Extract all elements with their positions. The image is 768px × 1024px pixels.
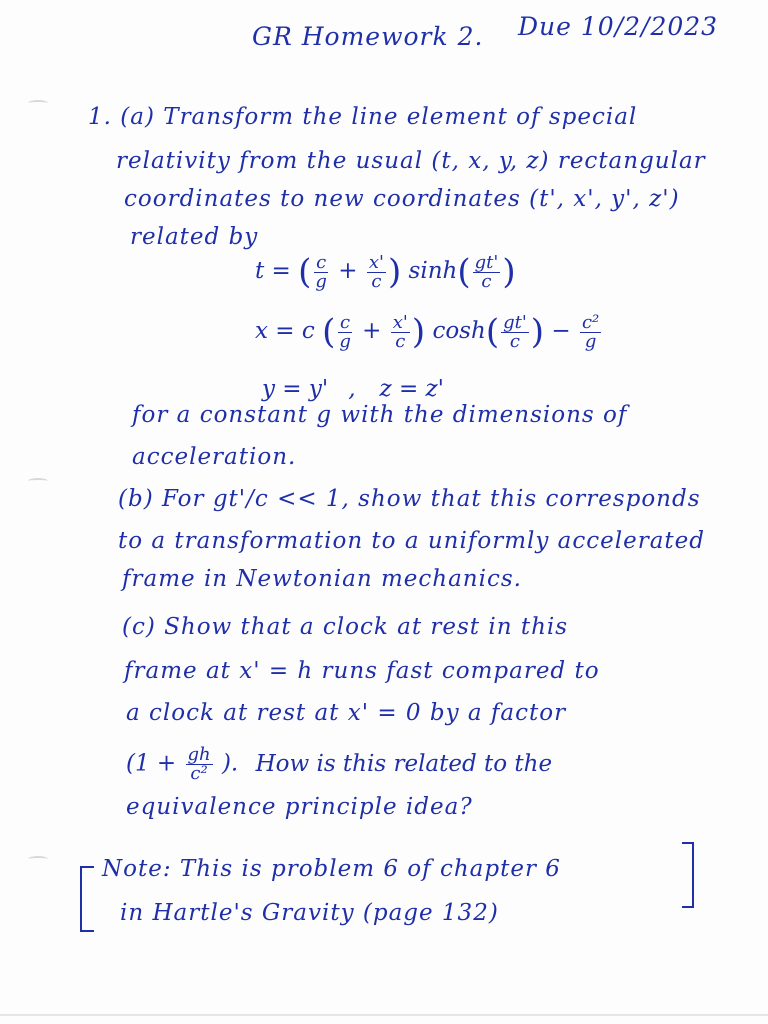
punch-hole-mark xyxy=(28,100,48,106)
part-b-line-2: to a transformation to a uniformly accelerated xyxy=(118,528,706,554)
equation-x: x = c ( $\frac{c}{g}$ + $\frac{x'}{c}$ ) cosh( $\frac{gt'}{c}$ ) − $\frac{\text{c²}}{g}$ xyxy=(255,311,600,352)
constant-g-line-1: for a constant g with the dimensions of xyxy=(132,402,628,428)
equation-t: t = ( $\frac{c}{g}$ + $\frac{x'}{c}$ ) sinh( $\frac{gt'}{c}$ ) xyxy=(255,251,516,292)
constant-g-line-2: acceleration. xyxy=(132,444,297,470)
punch-hole-mark xyxy=(28,478,48,484)
part-b-line-1: (b) For gt'/c << 1, show that this corresponds xyxy=(118,486,701,512)
equation-y-z: y = y' , z = z' xyxy=(262,376,444,402)
page-bottom-edge xyxy=(0,1014,768,1016)
note-left-bracket xyxy=(80,866,94,932)
note-line-2: in Hartle's Gravity (page 132) xyxy=(120,900,499,926)
part-c-line-2: frame at x' = h runs fast compared to xyxy=(124,658,600,684)
due-date: Due 10/2/2023 xyxy=(518,12,719,41)
part-a-line-1: 1. (a) Transform the line element of special xyxy=(88,104,638,130)
part-a-line-2: relativity from the usual (t, x, y, z) rectangular xyxy=(116,148,706,174)
note-line-1: Note: This is problem 6 of chapter 6 xyxy=(102,856,561,882)
part-c-factor-line: (1 + $\frac{gh}{\text{c²}}$ ). How is this related to the xyxy=(126,744,553,784)
part-a-line-4: related by xyxy=(130,224,259,250)
punch-hole-mark xyxy=(28,856,48,862)
note-right-bracket xyxy=(682,842,694,908)
homework-title: GR Homework 2. xyxy=(252,22,484,51)
part-a-line-3: coordinates to new coordinates (t', x', y', z') xyxy=(124,186,680,212)
part-c-last-line: equivalence principle idea? xyxy=(126,794,473,820)
part-b-line-3: frame in Newtonian mechanics. xyxy=(122,566,522,592)
part-c-line-1: (c) Show that a clock at rest in this xyxy=(122,614,569,640)
part-c-line-3: a clock at rest at x' = 0 by a factor xyxy=(126,700,567,726)
